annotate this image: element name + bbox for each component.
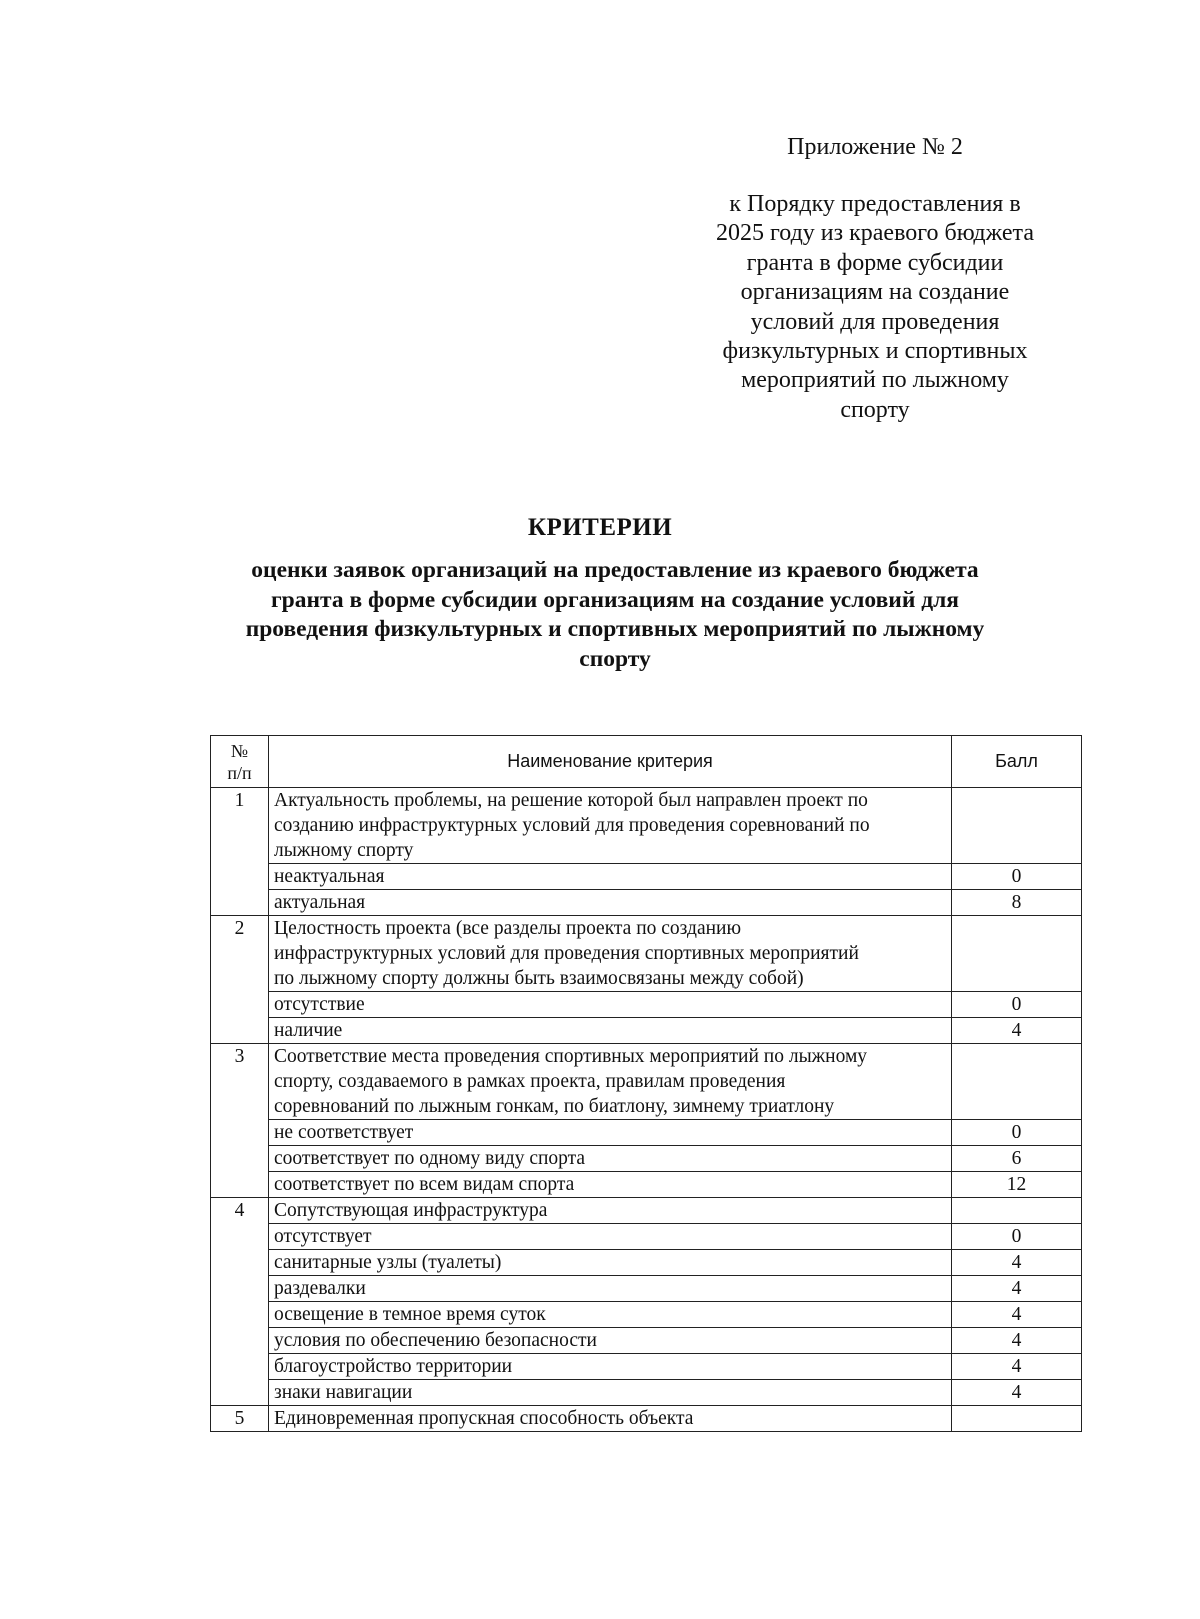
document-subtitle [200, 556, 1030, 674]
option-row [211, 1328, 1082, 1354]
criterion-line: инфраструктурных условий для проведения спортивных мероприятий [274, 943, 859, 964]
option-label: неактуальная [269, 864, 952, 890]
option-label: не соответствует [269, 1120, 952, 1146]
criterion-line: Сопутствующая инфраструктура [274, 1200, 548, 1221]
appendix-line: физкультурных и спортивных [722, 338, 1028, 365]
criterion-name [269, 916, 952, 992]
option-score: 4 [952, 1354, 1082, 1380]
option-score: 0 [952, 1224, 1082, 1250]
appendix-reference [690, 190, 1060, 425]
criterion-number: 5 [211, 1406, 269, 1432]
option-label: отсутствие [269, 992, 952, 1018]
option-row [211, 1276, 1082, 1302]
option-row [211, 1120, 1082, 1146]
option-score: 6 [952, 1146, 1082, 1172]
subtitle-line: оценки заявок организаций на предоставление из краевого бюджета [251, 557, 979, 583]
criterion-score-empty [952, 1044, 1082, 1120]
criterion-score-empty [952, 1198, 1082, 1224]
appendix-line: условий для проведения [750, 308, 1000, 335]
criterion-row [211, 1198, 1082, 1224]
appendix-line: мероприятий по лыжному [741, 367, 1009, 394]
criterion-number: 3 [211, 1044, 269, 1198]
criterion-row [211, 1406, 1082, 1432]
option-label: наличие [269, 1018, 952, 1044]
document-title: КРИТЕРИИ [527, 514, 673, 541]
header-num-line1: № [230, 740, 249, 761]
criterion-number: 2 [211, 916, 269, 1044]
option-score: 0 [952, 864, 1082, 890]
criterion-line: лыжному спорту [274, 840, 414, 861]
appendix-line: гранта в форме субсидии [746, 249, 1004, 276]
criterion-line: Единовременная пропускная способность объекта [274, 1408, 694, 1429]
option-row [211, 992, 1082, 1018]
criterion-score-empty [952, 1406, 1082, 1432]
header-num-line2: п/п [227, 762, 252, 783]
criterion-row [211, 1044, 1082, 1120]
subtitle-line: гранта в форме субсидии организациям на создание условий для [270, 586, 960, 613]
option-row [211, 1250, 1082, 1276]
option-row [211, 1172, 1082, 1198]
option-row [211, 1380, 1082, 1406]
header-score: Балл [952, 736, 1082, 788]
option-label: актуальная [269, 890, 952, 916]
criterion-name [269, 1044, 952, 1120]
option-row [211, 1302, 1082, 1328]
option-score: 4 [952, 1328, 1082, 1354]
option-label: отсутствует [269, 1224, 952, 1250]
appendix-title: Приложение № 2 [787, 134, 963, 160]
option-score: 0 [952, 992, 1082, 1018]
option-label: раздевалки [269, 1276, 952, 1302]
criterion-name [269, 788, 952, 864]
criterion-row [211, 788, 1082, 864]
option-label: соответствует по одному виду спорта [269, 1146, 952, 1172]
option-label: соответствует по всем видам спорта [269, 1172, 952, 1198]
option-row [211, 1146, 1082, 1172]
option-label: условия по обеспечению безопасности [269, 1328, 952, 1354]
option-label: благоустройство территории [269, 1354, 952, 1380]
criterion-number: 1 [211, 788, 269, 916]
criterion-line: спорту, создаваемого в рамках проекта, правилам проведения [274, 1071, 786, 1092]
option-label: освещение в темное время суток [269, 1302, 952, 1328]
criterion-number: 4 [211, 1198, 269, 1406]
criteria-table [210, 735, 1082, 1432]
option-score: 4 [952, 1380, 1082, 1406]
criterion-line: соревнований по лыжным гонкам, по биатлону, зимнему триатлону [274, 1096, 835, 1117]
criterion-score-empty [952, 916, 1082, 992]
option-score: 4 [952, 1302, 1082, 1328]
criterion-name [269, 1406, 952, 1432]
appendix-line: организациям на создание [740, 279, 1010, 306]
option-score: 4 [952, 1250, 1082, 1276]
option-row [211, 890, 1082, 916]
criterion-name [269, 1198, 952, 1224]
option-row [211, 864, 1082, 890]
option-score: 4 [952, 1018, 1082, 1044]
appendix-line: спорту [840, 396, 910, 423]
criterion-line: Целостность проекта (все разделы проекта по созданию [274, 918, 742, 939]
subtitle-line: проведения физкультурных и спортивных мероприятий по лыжному [245, 616, 985, 642]
appendix-line: 2025 году из краевого бюджета [716, 220, 1034, 247]
option-score: 0 [952, 1120, 1082, 1146]
criterion-line: Соответствие места проведения спортивных мероприятий по лыжному [274, 1046, 868, 1067]
criterion-row [211, 916, 1082, 992]
criteria-table-body [211, 736, 1082, 1432]
option-score: 8 [952, 890, 1082, 916]
table-header-row [211, 736, 1082, 788]
option-row [211, 1354, 1082, 1380]
option-row [211, 1018, 1082, 1044]
criterion-line: по лыжному спорту должны быть взаимосвязаны между собой) [274, 968, 804, 989]
criterion-line: созданию инфраструктурных условий для проведения соревнований по [274, 815, 870, 836]
option-row [211, 1224, 1082, 1250]
subtitle-line: спорту [579, 645, 651, 672]
header-name: Наименование критерия [269, 736, 952, 788]
option-label: санитарные узлы (туалеты) [269, 1250, 952, 1276]
option-score: 12 [952, 1172, 1082, 1198]
criterion-score-empty [952, 788, 1082, 864]
appendix-line: к Порядку предоставления в [729, 191, 1021, 217]
option-label: знаки навигации [269, 1380, 952, 1406]
header-num [211, 736, 269, 788]
criterion-line: Актуальность проблемы, на решение которой был направлен проект по [274, 790, 868, 811]
option-score: 4 [952, 1276, 1082, 1302]
